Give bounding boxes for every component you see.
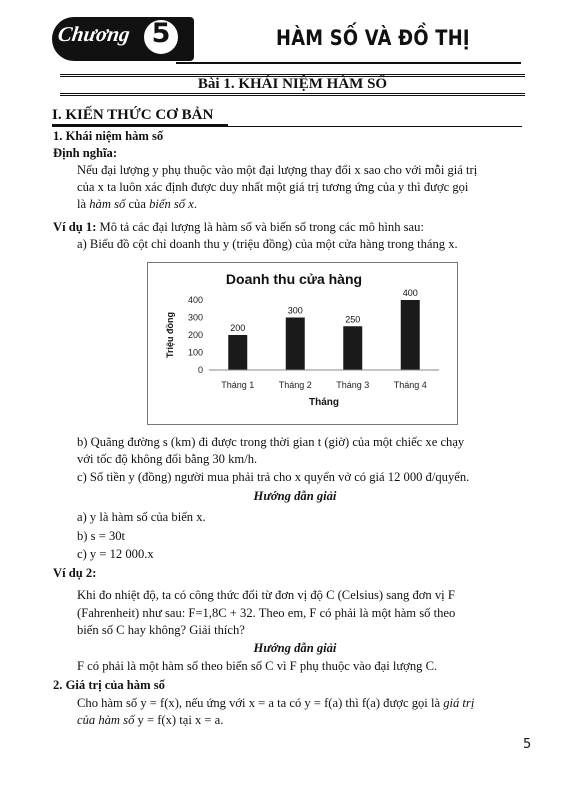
chapter-number: 5 [151, 18, 171, 49]
bar-2 [286, 318, 305, 371]
example1-item-a: a) Biểu đồ cột chỉ doanh thu y (triệu đồng) của một cửa hàng trong tháng x. [77, 237, 458, 251]
data-label: 200 [230, 323, 246, 333]
example2-line-2: (Fahrenheit) như sau: F=1,8C + 32. Theo em, F có phải là một hàm số theo [77, 606, 456, 620]
def-text: . [193, 197, 198, 211]
x-tick-label: Tháng 3 [336, 380, 370, 390]
example2-answer: F có phải là một hàm số theo biến số C vì F phụ thuộc vào đại lượng C. [77, 659, 438, 673]
definition-label: Định nghĩa: [53, 146, 118, 160]
value-line-2 [77, 712, 223, 728]
def-em-variable: biến số x [149, 197, 194, 211]
page-number: 5 [523, 737, 532, 752]
section-title: I. KIẾN THỨC CƠ BẢN [52, 107, 214, 123]
example1-text: Mô tả các đại lượng là hàm số và biến số trong các mô hình sau: [96, 220, 424, 234]
example1-item-b-line-1: b) Quãng đường s (km) đi được trong thời gian t (giờ) của một chiếc xe chạy [77, 435, 465, 449]
definition-line-2: của x ta luôn xác định được duy nhất một giá trị tương ứng của y thì được gọi [77, 180, 469, 194]
y-tick-label: 0 [197, 365, 203, 375]
x-tick-label: Tháng 1 [221, 380, 255, 390]
value-em: của hàm số [77, 713, 135, 727]
chart-title: Doanh thu cửa hàng [225, 271, 363, 287]
definition-line-1: Nếu đại lượng y phụ thuộc vào một đại lượng thay đổi x sao cho với mỗi giá trị [77, 163, 478, 177]
y-tick-label: 100 [187, 347, 203, 358]
value-text: Cho hàm số y = f(x), nếu ứng với x = a ta có y = f(a) thì f(a) được gọi là [77, 696, 444, 710]
example2-label: Ví dụ 2: [53, 566, 97, 580]
example2-line-3: biến số C hay không? Giải thích? [77, 623, 245, 637]
revenue-bar-chart [147, 262, 458, 425]
def-text: của [125, 197, 150, 211]
definition-line-3 [77, 196, 197, 212]
data-label: 250 [345, 314, 361, 325]
section-rule-bar [52, 124, 228, 127]
example1-guide-heading: Hướng dẫn giải [253, 489, 337, 503]
example1-intro [53, 219, 424, 235]
example1-answer-a: a) y là hàm số của biến x. [77, 510, 206, 524]
example1-item-c: c) Số tiền y (đồng) người mua phải trả cho x quyển vở có giá 12 000 đ/quyển. [77, 470, 470, 484]
data-label: 300 [287, 305, 303, 316]
x-tick-label: Tháng 4 [393, 380, 427, 390]
example1-label: Ví dụ 1: [53, 220, 97, 234]
y-tick-label: 400 [187, 295, 203, 305]
example1-item-b-line-2: với tốc độ không đổi bằng 30 km/h. [77, 452, 258, 466]
y-tick-label: 300 [187, 312, 203, 323]
chapter-title: HÀM SỐ VÀ ĐỒ THỊ [276, 26, 470, 50]
chapter-word: Chương [56, 22, 132, 46]
def-text: là [77, 197, 90, 211]
example1-answer-b: b) s = 30t [77, 529, 126, 543]
example1-answer-c: c) y = 12 000.x [77, 547, 154, 561]
bar-4 [401, 300, 420, 370]
value-em: giá trị [443, 696, 475, 710]
data-label: 400 [402, 288, 418, 298]
y-axis-label: Triệu đồng [165, 312, 175, 358]
y-tick-label: 200 [187, 330, 203, 340]
concept-heading: 1. Khái niệm hàm số [53, 129, 164, 143]
bar-3 [343, 326, 362, 370]
example2-line-1: Khi đo nhiệt độ, ta có công thức đổi từ đơn vị độ C (Celsius) sang đơn vị F [77, 588, 455, 602]
header-rule [176, 62, 521, 64]
x-axis-label: Tháng [309, 397, 339, 408]
lesson-title: Bài 1. KHÁI NIỆM HÀM SỐ [197, 76, 388, 92]
example2-guide-heading: Hướng dẫn giải [253, 641, 337, 655]
value-line-1 [77, 695, 474, 711]
x-tick-label: Tháng 2 [278, 380, 312, 390]
bar-1 [228, 335, 247, 370]
value-heading: 2. Giá trị của hàm số [53, 678, 165, 692]
value-text: y = f(x) tại x = a. [134, 713, 224, 727]
def-em-function: hàm số [89, 197, 126, 211]
